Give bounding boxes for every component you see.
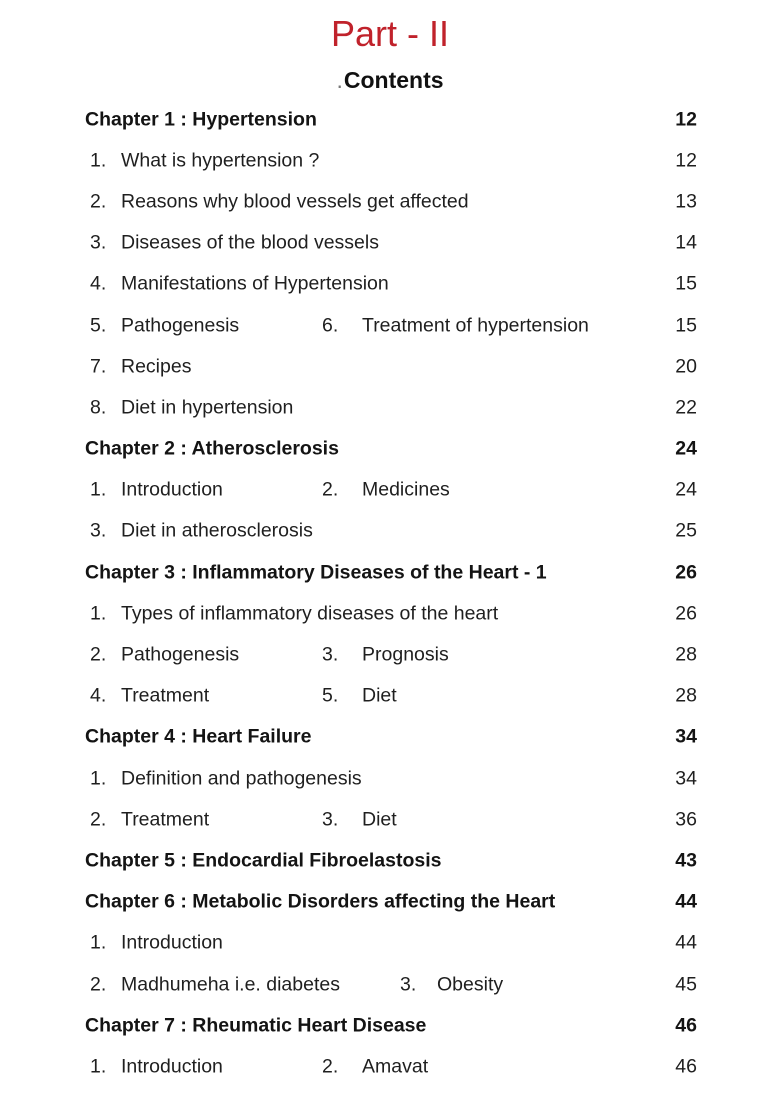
page-number: 34 [675,767,697,790]
entry-number: 2. [90,808,107,831]
entry-number: 3. [90,519,107,542]
entry-number: 2. [322,478,339,501]
page-number: 13 [675,190,697,213]
entry-title: Diseases of the blood vessels [121,231,379,254]
entry-number: 3. [400,973,417,996]
entry-number: 8. [90,396,107,419]
toc-chapter-row [0,99,780,140]
toc-chapter-row [0,882,780,923]
page-number: 43 [675,849,697,872]
entry-number: 2. [322,1055,339,1078]
entry-number: 6. [322,314,339,337]
page-number: 26 [675,561,697,584]
table-of-contents [0,99,780,1088]
entry-title: Introduction [121,478,223,501]
entry-number: 4. [90,684,107,707]
page-number: 15 [675,314,697,337]
entry-number: 5. [90,314,107,337]
entry-number: 1. [90,931,107,954]
entry-title: Types of inflammatory diseases of the heart [121,602,499,625]
entry-title: Definition and pathogenesis [121,767,362,790]
toc-chapter-row [0,429,780,470]
entry-title: Obesity [437,973,504,996]
page-number: 46 [675,1055,697,1078]
entry-number: 1. [90,1055,107,1078]
entry-number: 1. [90,602,107,625]
chapter-title: Chapter 4 : Heart Failure [85,725,312,748]
toc-entry-row [0,634,780,675]
toc-entry-row [0,140,780,181]
toc-entry-row [0,676,780,717]
chapter-title: Chapter 1 : Hypertension [85,108,317,131]
page-number: 36 [675,808,697,831]
toc-entry-row [0,470,780,511]
page-number: 12 [675,108,697,131]
toc-chapter-row [0,552,780,593]
page-number: 28 [675,643,697,666]
toc-chapter-row [0,840,780,881]
stray-dot: . [336,67,343,93]
toc-chapter-row [0,1005,780,1046]
page-number: 34 [675,725,697,748]
entry-title: Treatment [121,684,210,707]
page-number: 26 [675,602,697,625]
entry-title: Diet in hypertension [121,396,294,419]
entry-title: Prognosis [362,643,449,666]
entry-number: 2. [90,190,107,213]
entry-number: 1. [90,478,107,501]
entry-number: 2. [90,973,107,996]
page-number: 44 [675,890,697,913]
entry-number: 2. [90,643,107,666]
entry-number: 4. [90,272,107,295]
entry-title: Treatment [121,808,210,831]
entry-title: Introduction [121,931,223,954]
entry-title: Manifestations of Hypertension [121,272,389,295]
toc-entry-row [0,181,780,222]
entry-number: 7. [90,355,107,378]
page-number: 24 [675,478,697,501]
page-number: 20 [675,355,697,378]
entry-title: Treatment of hypertension [362,314,589,337]
entry-title: Amavat [362,1055,429,1078]
entry-title: Reasons why blood vessels get affected [121,190,469,213]
entry-title: Diet in atherosclerosis [121,519,313,542]
toc-entry-row [0,799,780,840]
page-number: 24 [675,437,697,460]
page-number: 25 [675,519,697,542]
toc-chapter-row [0,717,780,758]
entry-number: 1. [90,149,107,172]
entry-title: Diet [362,808,397,831]
page-number: 22 [675,396,697,419]
toc-entry-row [0,305,780,346]
contents-heading-text: Contents [343,67,444,93]
toc-entry-row [0,964,780,1005]
entry-title: Recipes [121,355,192,378]
page-number: 44 [675,931,697,954]
entry-title: Madhumeha i.e. diabetes [121,973,340,996]
toc-entry-row [0,346,780,387]
contents-title [0,66,780,94]
chapter-title: Chapter 7 : Rheumatic Heart Disease [85,1014,427,1037]
chapter-title: Chapter 2 : Atherosclerosis [85,437,339,460]
page-number: 14 [675,231,697,254]
page-number: 28 [675,684,697,707]
page-number: 45 [675,973,697,996]
chapter-title: Chapter 6 : Metabolic Disorders affecting the Heart [85,890,556,913]
toc-entry-row [0,511,780,552]
toc-entry-row [0,923,780,964]
toc-entry-row [0,758,780,799]
entry-number: 3. [322,643,339,666]
entry-title: Introduction [121,1055,223,1078]
chapter-title: Chapter 5 : Endocardial Fibroelastosis [85,849,442,872]
toc-entry-row [0,1046,780,1087]
entry-title: Pathogenesis [121,314,240,337]
chapter-title: Chapter 3 : Inflammatory Diseases of the Heart - 1 [85,561,547,584]
entry-number: 1. [90,767,107,790]
part-title: Part - II [330,13,450,54]
entry-title: Pathogenesis [121,643,240,666]
toc-entry-row [0,223,780,264]
toc-entry-row [0,264,780,305]
entry-number: 3. [322,808,339,831]
page-number: 15 [675,272,697,295]
entry-number: 3. [90,231,107,254]
page-number: 46 [675,1014,697,1037]
entry-number: 5. [322,684,339,707]
toc-entry-row [0,593,780,634]
entry-title: What is hypertension ? [121,149,320,172]
page-number: 12 [675,149,697,172]
entry-title: Medicines [362,478,450,501]
toc-entry-row [0,387,780,428]
entry-title: Diet [362,684,397,707]
